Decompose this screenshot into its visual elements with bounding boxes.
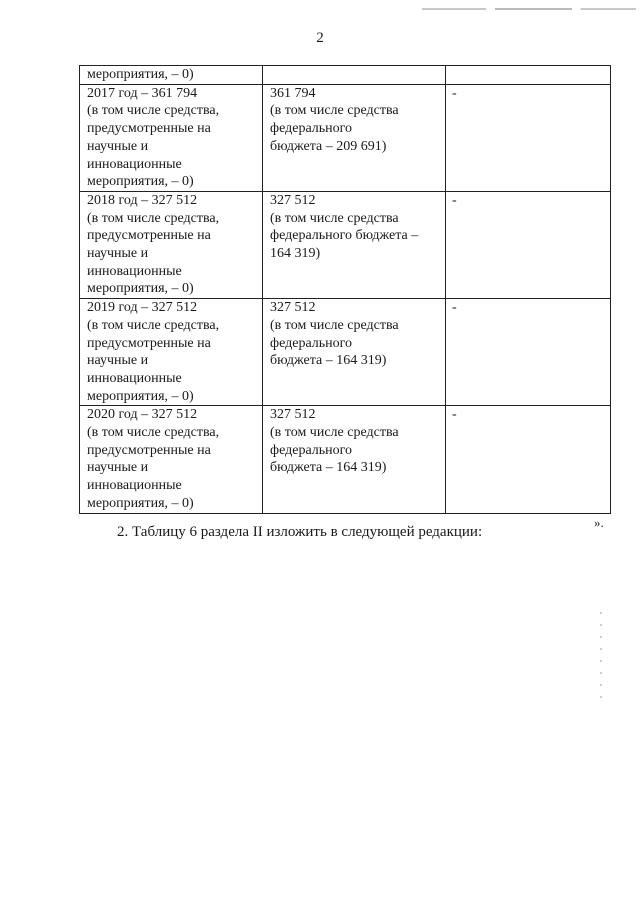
closing-quote: ». bbox=[594, 515, 604, 530]
year-funding-cell: 2017 год – 361 794 (в том числе средства, предусмотренные на научные и инновационные мероприятия, – 0) bbox=[80, 84, 263, 191]
total-funding-cell: 327 512 (в том числе средства федерального бюджета – 164 319) bbox=[263, 406, 446, 513]
table-row bbox=[80, 191, 611, 298]
table-row bbox=[80, 406, 611, 513]
other-funding-cell: - bbox=[446, 191, 611, 298]
budget-table bbox=[79, 65, 611, 514]
amendment-instruction: 2. Таблицу 6 раздела II изложить в следующей редакции: bbox=[117, 524, 483, 540]
year-funding-cell: мероприятия, – 0) bbox=[80, 66, 263, 85]
other-funding-cell: - bbox=[446, 299, 611, 406]
year-funding-cell: 2019 год – 327 512 (в том числе средства, предусмотренные на научные и инновационные мероприятия, – 0) bbox=[80, 299, 263, 406]
total-funding-cell: 327 512 (в том числе средства федерального бюджета – 164 319) bbox=[263, 299, 446, 406]
other-funding-cell: - bbox=[446, 84, 611, 191]
year-funding-cell: 2020 год – 327 512 (в том числе средства, предусмотренные на научные и инновационные мероприятия, – 0) bbox=[80, 406, 263, 513]
scan-artifact bbox=[422, 8, 636, 10]
total-funding-cell bbox=[263, 66, 446, 85]
page-number: 2 bbox=[316, 30, 324, 46]
table-row bbox=[80, 66, 611, 85]
other-funding-cell: - bbox=[446, 406, 611, 513]
other-funding-cell bbox=[446, 66, 611, 85]
table-row bbox=[80, 299, 611, 406]
total-funding-cell: 361 794 (в том числе средства федерального бюджета – 209 691) bbox=[263, 84, 446, 191]
scan-edge-artifact bbox=[600, 612, 602, 707]
table-row bbox=[80, 84, 611, 191]
total-funding-cell: 327 512 (в том числе средства федерального бюджета – 164 319) bbox=[263, 191, 446, 298]
year-funding-cell: 2018 год – 327 512 (в том числе средства, предусмотренные на научные и инновационные мероприятия, – 0) bbox=[80, 191, 263, 298]
